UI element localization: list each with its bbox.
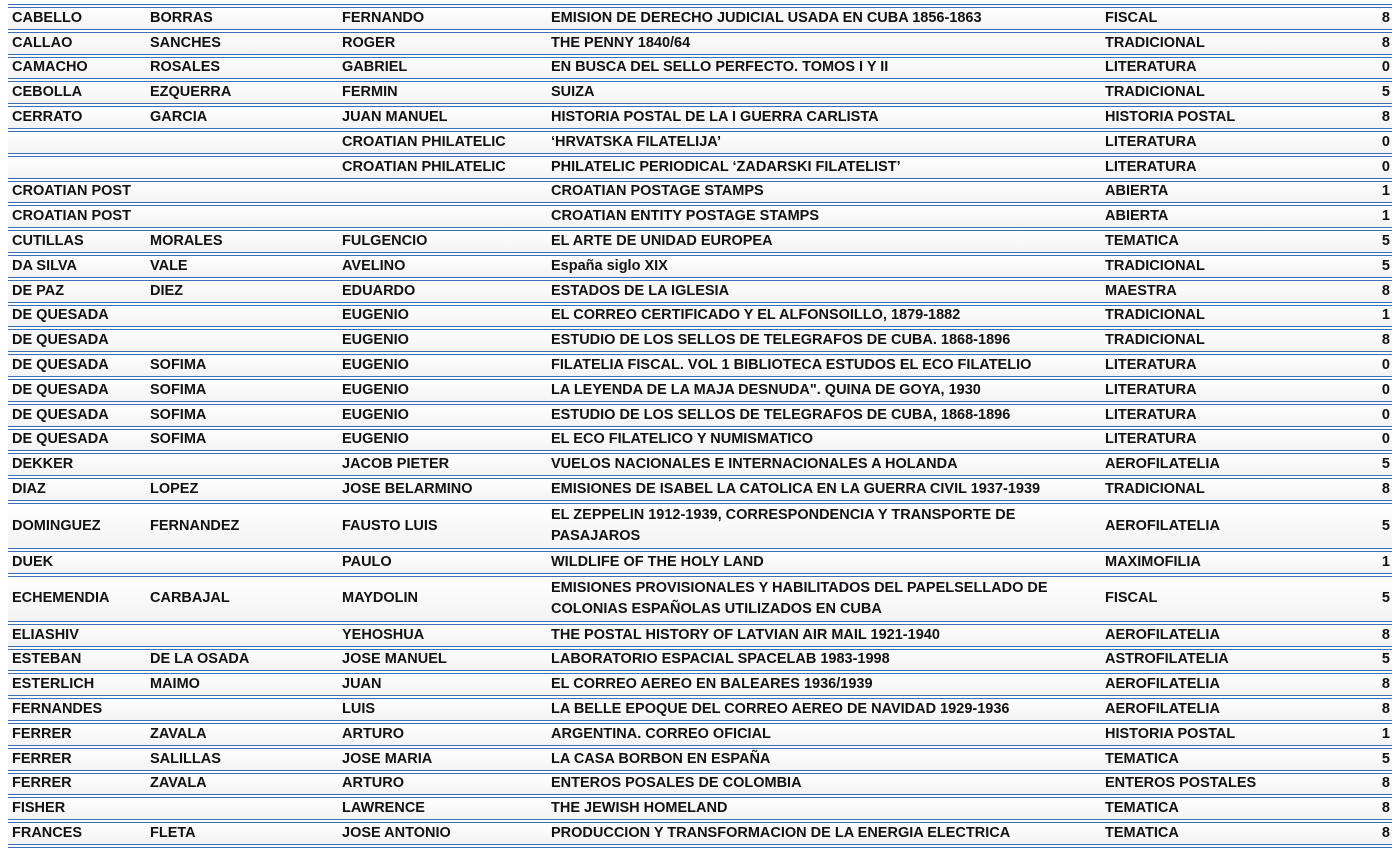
cell-first-name: ROGER	[342, 34, 396, 51]
cell-last-name: ELIASHIV	[12, 626, 79, 643]
cell-frames: 8	[1381, 109, 1390, 126]
cell-class: TRADICIONAL	[1105, 34, 1205, 51]
cell-first-name: EUGENIO	[342, 431, 409, 448]
cell-frames: 5	[1381, 750, 1390, 767]
table-row	[8, 625, 1392, 646]
cell-frames: 8	[1381, 701, 1390, 718]
table-row	[8, 650, 1392, 671]
cell-exhibit-title: España siglo XIX	[551, 257, 668, 274]
cell-class: LITERATURA	[1105, 59, 1197, 76]
cell-exhibit-title: CROATIAN ENTITY POSTAGE STAMPS	[551, 208, 819, 225]
cell-last-name: ESTERLICH	[12, 676, 95, 693]
cell-second-last-name: VALE	[150, 257, 188, 274]
cell-last-name: DE QUESADA	[12, 431, 109, 448]
cell-first-name: ARTURO	[342, 775, 405, 792]
table-row	[8, 82, 1392, 103]
table-row	[8, 504, 1392, 548]
cell-second-last-name: EZQUERRA	[150, 84, 232, 101]
cell-last-name: FRANCES	[12, 825, 83, 842]
cell-class: TEMATICA	[1105, 233, 1179, 250]
table-row	[8, 823, 1392, 844]
table-row	[8, 281, 1392, 302]
cell-second-last-name: ROSALES	[150, 59, 221, 76]
table-row	[8, 206, 1392, 227]
cell-last-name: DIAZ	[12, 481, 46, 498]
cell-exhibit-title: EL CORREO CERTIFICADO Y EL ALFONSOILLO, 1879-1882	[551, 307, 961, 324]
cell-last-name: CUTILLAS	[12, 233, 84, 250]
cell-frames: 8	[1381, 9, 1390, 26]
table-row	[8, 157, 1392, 178]
cell-class: AEROFILATELIA	[1105, 456, 1220, 473]
cell-exhibit-title: EMISION DE DERECHO JUDICIAL USADA EN CUBA 1856-1863	[551, 9, 982, 26]
cell-second-last-name: SOFIMA	[150, 381, 207, 398]
table-row	[8, 577, 1392, 621]
cell-class: AEROFILATELIA	[1105, 626, 1220, 643]
cell-frames: 5	[1381, 456, 1390, 473]
cell-class: AEROFILATELIA	[1105, 517, 1220, 534]
cell-second-last-name: FERNANDEZ	[150, 517, 240, 534]
cell-last-name: DE QUESADA	[12, 381, 109, 398]
cell-class: FISCAL	[1105, 9, 1158, 26]
cell-first-name: EUGENIO	[342, 307, 409, 324]
cell-exhibit-title: WILDLIFE OF THE HOLY LAND	[551, 553, 764, 570]
table-row	[8, 479, 1392, 500]
table-row	[8, 405, 1392, 426]
cell-first-name: EUGENIO	[342, 332, 409, 349]
cell-last-name: DA SILVA	[12, 257, 77, 274]
cell-class: LITERATURA	[1105, 357, 1197, 374]
cell-class: TRADICIONAL	[1105, 84, 1205, 101]
table-row	[8, 355, 1392, 376]
cell-first-name: FAUSTO LUIS	[342, 517, 438, 534]
cell-first-name: FULGENCIO	[342, 233, 428, 250]
cell-frames: 0	[1381, 133, 1390, 150]
table-row	[8, 674, 1392, 695]
cell-exhibit-title: CROATIAN POSTAGE STAMPS	[551, 183, 764, 200]
cell-last-name: DE QUESADA	[12, 406, 109, 423]
cell-first-name: JOSE MARIA	[342, 750, 433, 767]
cell-last-name: DEKKER	[12, 456, 74, 473]
cell-class: TEMATICA	[1105, 825, 1179, 842]
table-row	[8, 699, 1392, 720]
cell-first-name: PAULO	[342, 553, 392, 570]
cell-frames: 5	[1381, 233, 1390, 250]
cell-class: MAESTRA	[1105, 282, 1177, 299]
cell-exhibit-title: THE JEWISH HOMELAND	[551, 800, 728, 817]
cell-frames: 8	[1381, 282, 1390, 299]
cell-frames: 0	[1381, 431, 1390, 448]
cell-class: ABIERTA	[1105, 183, 1169, 200]
cell-last-name: FERNANDES	[12, 701, 103, 718]
cell-class: TRADICIONAL	[1105, 332, 1205, 349]
cell-class: HISTORIA POSTAL	[1105, 725, 1236, 742]
cell-frames: 1	[1381, 553, 1390, 570]
cell-exhibit-title: HISTORIA POSTAL DE LA I GUERRA CARLISTA	[551, 109, 879, 126]
table-row	[8, 107, 1392, 128]
cell-first-name: YEHOSHUA	[342, 626, 425, 643]
cell-last-name: FERRER	[12, 775, 72, 792]
table-row	[8, 798, 1392, 819]
cell-class: AEROFILATELIA	[1105, 701, 1220, 718]
cell-exhibit-title: ESTUDIO DE LOS SELLOS DE TELEGRAFOS DE CUBA, 1868-1896	[551, 406, 1011, 423]
cell-first-name: GABRIEL	[342, 59, 408, 76]
cell-class: LITERATURA	[1105, 133, 1197, 150]
cell-class: TEMATICA	[1105, 800, 1179, 817]
cell-class: ABIERTA	[1105, 208, 1169, 225]
cell-exhibit-title: EMISIONES PROVISIONALES Y HABILITADOS DEL PAPELSELLADO DE COLONIAS ESPAÑOLAS UTILIZADOS EN CUBA	[551, 579, 1048, 617]
cell-first-name: CROATIAN PHILATELIC	[342, 158, 506, 175]
cell-class: TRADICIONAL	[1105, 257, 1205, 274]
cell-class: LITERATURA	[1105, 431, 1197, 448]
cell-first-name: FERNANDO	[342, 9, 425, 26]
table-row	[8, 182, 1392, 203]
cell-last-name: ECHEMENDIA	[12, 590, 110, 607]
cell-first-name: LAWRENCE	[342, 800, 425, 817]
cell-exhibit-title: ESTUDIO DE LOS SELLOS DE TELEGRAFOS DE CUBA. 1868-1896	[551, 332, 1011, 349]
cell-exhibit-title: PRODUCCION Y TRANSFORMACION DE LA ENERGIA ELECTRICA	[551, 825, 1011, 842]
cell-exhibit-title: THE PENNY 1840/64	[551, 34, 691, 51]
cell-class: ASTROFILATELIA	[1105, 651, 1229, 668]
cell-first-name: EUGENIO	[342, 406, 409, 423]
cell-first-name: JOSE MANUEL	[342, 651, 447, 668]
table-row	[8, 256, 1392, 277]
cell-class: HISTORIA POSTAL	[1105, 109, 1236, 126]
cell-exhibit-title: EL ECO FILATELICO Y NUMISMATICO	[551, 431, 814, 448]
cell-frames: 5	[1381, 257, 1390, 274]
table-row	[8, 8, 1392, 29]
cell-class: AEROFILATELIA	[1105, 676, 1220, 693]
cell-last-name: DOMINGUEZ	[12, 517, 101, 534]
table-row	[8, 231, 1392, 252]
cell-second-last-name: SOFIMA	[150, 357, 207, 374]
cell-exhibit-title: EMISIONES DE ISABEL LA CATOLICA EN LA GUERRA CIVIL 1937-1939	[551, 481, 1041, 498]
cell-exhibit-title: LA LEYENDA DE LA MAJA DESNUDA". QUINA DE GOYA, 1930	[551, 381, 981, 398]
cell-exhibit-title: ARGENTINA. CORREO OFICIAL	[551, 725, 771, 742]
cell-class: TRADICIONAL	[1105, 307, 1205, 324]
cell-exhibit-title: EL ARTE DE UNIDAD EUROPEA	[551, 233, 773, 250]
cell-first-name: CROATIAN PHILATELIC	[342, 133, 506, 150]
table-row	[8, 330, 1392, 351]
table-row	[8, 724, 1392, 745]
cell-second-last-name: SANCHES	[150, 34, 221, 51]
table-row	[8, 132, 1392, 153]
cell-second-last-name: ZAVALA	[150, 775, 207, 792]
cell-second-last-name: MAIMO	[150, 676, 200, 693]
cell-frames: 1	[1381, 307, 1390, 324]
cell-second-last-name: MORALES	[150, 233, 223, 250]
cell-class: MAXIMOFILIA	[1105, 553, 1201, 570]
cell-last-name: CERRATO	[12, 109, 83, 126]
cell-exhibit-title: PHILATELIC PERIODICAL ‘ZADARSKI FILATELIST’	[551, 158, 901, 175]
cell-first-name: EUGENIO	[342, 381, 409, 398]
cell-class: FISCAL	[1105, 590, 1158, 607]
cell-class: LITERATURA	[1105, 381, 1197, 398]
cell-last-name: FISHER	[12, 800, 66, 817]
cell-first-name: JACOB PIETER	[342, 456, 450, 473]
cell-class: ENTEROS POSTALES	[1105, 775, 1257, 792]
table-row	[8, 749, 1392, 770]
cell-second-last-name: BORRAS	[150, 9, 213, 26]
cell-first-name: LUIS	[342, 701, 376, 718]
table-row	[8, 306, 1392, 327]
cell-class: TRADICIONAL	[1105, 481, 1205, 498]
cell-exhibit-title: LABORATORIO ESPACIAL SPACELAB 1983-1998	[551, 651, 890, 668]
cell-frames: 8	[1381, 676, 1390, 693]
table-row	[8, 774, 1392, 795]
table-row	[8, 33, 1392, 54]
cell-second-last-name: ZAVALA	[150, 725, 207, 742]
cell-frames: 0	[1381, 357, 1390, 374]
cell-last-name: CAMACHO	[12, 59, 88, 76]
cell-first-name: JUAN	[342, 676, 382, 693]
cell-exhibit-title: SUIZA	[551, 84, 595, 101]
cell-frames: 1	[1381, 208, 1390, 225]
cell-last-name: DE QUESADA	[12, 332, 109, 349]
table-row	[8, 58, 1392, 79]
cell-first-name: AVELINO	[342, 257, 406, 274]
cell-last-name: DUEK	[12, 553, 54, 570]
cell-last-name: FERRER	[12, 725, 72, 742]
cell-frames: 0	[1381, 158, 1390, 175]
cell-last-name: DE PAZ	[12, 282, 65, 299]
cell-first-name: JUAN MANUEL	[342, 109, 448, 126]
cell-second-last-name: CARBAJAL	[150, 590, 230, 607]
cell-second-last-name: DIEZ	[150, 282, 184, 299]
table-row	[8, 454, 1392, 475]
cell-second-last-name: SOFIMA	[150, 431, 207, 448]
cell-exhibit-title: FILATELIA FISCAL. VOL 1 BIBLIOTECA ESTUDOS EL ECO FILATELIO	[551, 357, 1032, 374]
cell-exhibit-title: ESTADOS DE LA IGLESIA	[551, 282, 730, 299]
cell-last-name: CABELLO	[12, 9, 83, 26]
cell-frames: 8	[1381, 34, 1390, 51]
cell-exhibit-title: EL CORREO AEREO EN BALEARES 1936/1939	[551, 676, 873, 693]
cell-exhibit-title: THE POSTAL HISTORY OF LATVIAN AIR MAIL 1921-1940	[551, 626, 940, 643]
cell-second-last-name: LOPEZ	[150, 481, 199, 498]
cell-last-name: DE QUESADA	[12, 307, 109, 324]
cell-last-name: CROATIAN POST	[12, 183, 131, 200]
cell-exhibit-title: ENTEROS POSALES DE COLOMBIA	[551, 775, 802, 792]
cell-last-name: DE QUESADA	[12, 357, 109, 374]
cell-frames: 0	[1381, 381, 1390, 398]
cell-frames: 8	[1381, 332, 1390, 349]
cell-second-last-name: GARCIA	[150, 109, 208, 126]
cell-class: LITERATURA	[1105, 158, 1197, 175]
cell-exhibit-title: ‘HRVATSKA FILATELIJA’	[551, 133, 721, 150]
cell-last-name: ESTEBAN	[12, 651, 82, 668]
cell-frames: 8	[1381, 626, 1390, 643]
cell-frames: 0	[1381, 406, 1390, 423]
cell-frames: 1	[1381, 183, 1390, 200]
cell-first-name: EDUARDO	[342, 282, 416, 299]
cell-second-last-name: FLETA	[150, 825, 196, 842]
cell-first-name: JOSE ANTONIO	[342, 825, 451, 842]
cell-frames: 8	[1381, 775, 1390, 792]
cell-exhibit-title: LA CASA BORBON EN ESPAÑA	[551, 750, 771, 767]
cell-last-name: CALLAO	[12, 34, 73, 51]
cell-first-name: MAYDOLIN	[342, 590, 418, 607]
cell-frames: 8	[1381, 800, 1390, 817]
cell-frames: 8	[1381, 481, 1390, 498]
cell-frames: 5	[1381, 651, 1390, 668]
cell-second-last-name: SOFIMA	[150, 406, 207, 423]
cell-frames: 0	[1381, 59, 1390, 76]
cell-exhibit-title: VUELOS NACIONALES E INTERNACIONALES A HOLANDA	[551, 456, 958, 473]
cell-first-name: ARTURO	[342, 725, 405, 742]
cell-second-last-name: DE LA OSADA	[150, 651, 250, 668]
table-row	[8, 430, 1392, 451]
cell-frames: 1	[1381, 725, 1390, 742]
cell-last-name: CROATIAN POST	[12, 208, 131, 225]
cell-exhibit-title: EN BUSCA DEL SELLO PERFECTO. TOMOS I Y II	[551, 59, 889, 76]
table-row	[8, 552, 1392, 573]
table-row	[8, 380, 1392, 401]
cell-first-name: FERMIN	[342, 84, 398, 101]
cell-frames: 5	[1381, 590, 1390, 607]
cell-first-name: EUGENIO	[342, 357, 409, 374]
cell-first-name: JOSE BELARMINO	[342, 481, 473, 498]
cell-frames: 5	[1381, 517, 1390, 534]
cell-exhibit-title: LA BELLE EPOQUE DEL CORREO AEREO DE NAVIDAD 1929-1936	[551, 701, 1010, 718]
cell-last-name: FERRER	[12, 750, 72, 767]
cell-last-name: CEBOLLA	[12, 84, 83, 101]
cell-frames: 8	[1381, 825, 1390, 842]
cell-class: TEMATICA	[1105, 750, 1179, 767]
cell-second-last-name: SALILLAS	[150, 750, 221, 767]
cell-frames: 5	[1381, 84, 1390, 101]
cell-exhibit-title: EL ZEPPELIN 1912-1939, CORRESPONDENCIA Y TRANSPORTE DE PASAJAROS	[551, 507, 1016, 544]
cell-class: LITERATURA	[1105, 406, 1197, 423]
